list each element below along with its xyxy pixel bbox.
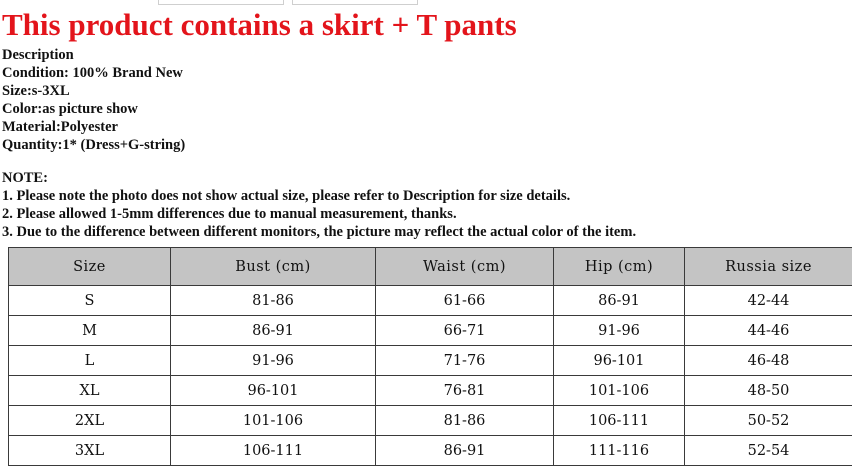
condition-line: Condition: 100% Brand New (2, 65, 183, 81)
russia-size-cell: 44-46 (685, 316, 852, 346)
table-row (9, 316, 852, 346)
table-row (9, 286, 852, 316)
russia-size-cell: 50-52 (685, 406, 852, 436)
size-cell: S (9, 286, 171, 316)
russia-size-cell: 48-50 (685, 376, 852, 406)
table-row (9, 376, 852, 406)
table-row (9, 346, 852, 376)
bust-cell: 86-91 (171, 316, 376, 346)
size-cell: 2XL (9, 406, 171, 436)
note-item: 3. Due to the difference between different monitors, the picture may reflect the actual color of the item. (2, 224, 637, 240)
size-line: Size:s-3XL (2, 83, 70, 99)
size-cell: L (9, 346, 171, 376)
hip-cell: 86-91 (554, 286, 685, 316)
bust-cell: 81-86 (171, 286, 376, 316)
hip-cell: 101-106 (554, 376, 685, 406)
bust-cell: 101-106 (171, 406, 376, 436)
hip-cell: 106-111 (554, 406, 685, 436)
hip-cell: 111-116 (554, 436, 685, 466)
table-row (9, 436, 852, 466)
size-cell: M (9, 316, 171, 346)
top-border (0, 0, 852, 5)
hip-cell: 96-101 (554, 346, 685, 376)
note-heading: NOTE: (2, 170, 48, 186)
column-header-bust: Bust (cm) (171, 248, 376, 286)
size-cell: XL (9, 376, 171, 406)
column-header-hip: Hip (cm) (554, 248, 685, 286)
hip-cell: 91-96 (554, 316, 685, 346)
quantity-line: Quantity:1* (Dress+G-string) (2, 137, 186, 153)
bust-cell: 91-96 (171, 346, 376, 376)
note-item: 2. Please allowed 1-5mm differences due to manual measurement, thanks. (2, 206, 457, 222)
size-cell: 3XL (9, 436, 171, 466)
waist-cell: 76-81 (376, 376, 554, 406)
top-border-tab (292, 0, 418, 5)
product-title: This product contains a skirt + T pants (2, 7, 517, 42)
top-border-tab (158, 0, 284, 5)
size-chart-table (8, 247, 852, 466)
description-heading: Description (2, 47, 74, 63)
russia-size-cell: 52-54 (685, 436, 852, 466)
note-item: 1. Please note the photo does not show actual size, please refer to Description for size details. (2, 188, 571, 204)
waist-cell: 86-91 (376, 436, 554, 466)
column-header-waist: Waist (cm) (376, 248, 554, 286)
table-row (9, 406, 852, 436)
bust-cell: 96-101 (171, 376, 376, 406)
column-header-russia-size: Russia size (685, 248, 852, 286)
waist-cell: 66-71 (376, 316, 554, 346)
bust-cell: 106-111 (171, 436, 376, 466)
russia-size-cell: 46-48 (685, 346, 852, 376)
material-line: Material:Polyester (2, 119, 118, 135)
color-line: Color:as picture show (2, 101, 138, 117)
waist-cell: 71-76 (376, 346, 554, 376)
russia-size-cell: 42-44 (685, 286, 852, 316)
waist-cell: 81-86 (376, 406, 554, 436)
table-header-row (9, 248, 852, 286)
column-header-size: Size (9, 248, 171, 286)
waist-cell: 61-66 (376, 286, 554, 316)
notes-block (2, 169, 636, 241)
description-block (2, 46, 185, 154)
